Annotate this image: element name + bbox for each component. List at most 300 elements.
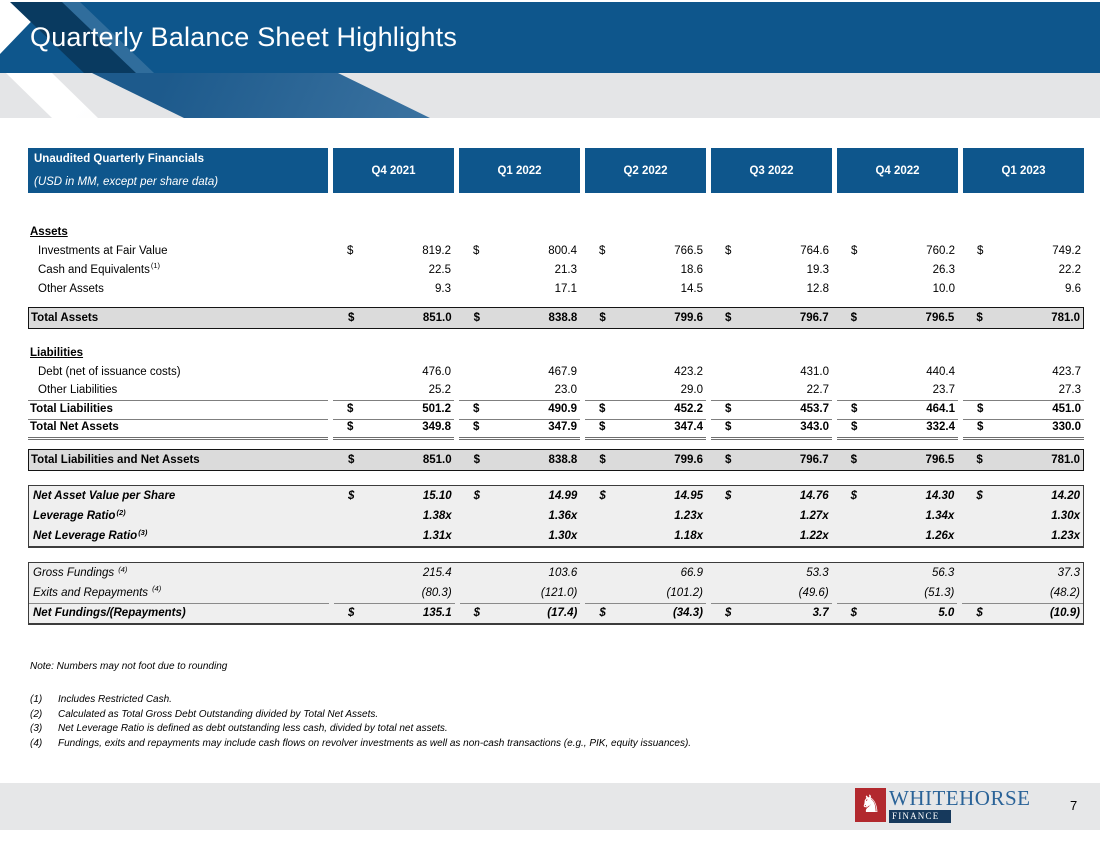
empty-cell: [333, 222, 454, 241]
value-cell: [459, 279, 580, 298]
cell-value: 851.0: [422, 454, 452, 466]
cell-value: 1.23x: [1051, 530, 1080, 542]
value-cell: [333, 400, 454, 420]
value-cell: [334, 563, 455, 583]
value-cell: [963, 418, 1084, 440]
value-cell: [711, 381, 832, 401]
value-cell: [585, 563, 706, 583]
cell-value: 14.5: [680, 282, 703, 295]
row-label: [28, 362, 328, 381]
value-cell: [334, 603, 455, 623]
title-bar: [0, 2, 1100, 73]
page-number: 7: [1070, 798, 1078, 813]
cell-value: 467.9: [548, 365, 577, 378]
value-cell: [585, 583, 706, 604]
cell-value: 431.0: [800, 365, 829, 378]
cell-value: 423.2: [674, 365, 703, 378]
dollar-sign: $: [473, 403, 480, 415]
value-cell: [837, 241, 958, 260]
row-label: [28, 241, 328, 260]
cell-value: 23.0: [554, 384, 577, 396]
whitehorse-logo: [855, 788, 1030, 823]
row-label-text: Total Liabilities and Net Assets: [31, 454, 200, 466]
table-header-row: [28, 148, 1084, 193]
value-cell: [460, 506, 581, 526]
table-row: [28, 279, 1084, 298]
value-cell: [333, 381, 454, 401]
cell-value: 1.38x: [422, 510, 452, 522]
value-cell: [459, 381, 580, 401]
value-cell: [711, 563, 832, 583]
cell-value: 9.6: [1065, 282, 1081, 295]
dollar-sign: $: [599, 312, 606, 324]
footnote-marker-sup: (4): [118, 564, 128, 574]
dollar-sign: $: [850, 490, 858, 502]
table-row: [29, 603, 1083, 623]
cell-value: 781.0: [1051, 312, 1080, 324]
footnote-marker-sup: (1): [150, 261, 161, 270]
value-cell: [459, 400, 580, 420]
cell-value: 347.9: [548, 421, 577, 433]
row-label: [29, 563, 329, 583]
dollar-sign: $: [599, 244, 606, 257]
value-cell: [962, 603, 1083, 623]
dollar-sign: $: [473, 312, 481, 324]
value-cell: [837, 308, 958, 328]
row-label-text: Other Liabilities: [38, 384, 118, 396]
cell-value: 9.3: [435, 282, 451, 295]
value-cell: [963, 279, 1084, 298]
value-cell: [837, 506, 958, 526]
dollar-sign: $: [599, 403, 606, 415]
dollar-sign: $: [976, 607, 983, 619]
value-cell: [837, 279, 958, 298]
table-row: [29, 506, 1083, 526]
cell-value: 451.0: [1052, 403, 1081, 415]
value-cell: [460, 603, 581, 623]
cell-value: 799.6: [674, 454, 703, 466]
value-cell: [962, 563, 1083, 583]
row-label: [28, 279, 328, 298]
table-row: [29, 486, 1083, 506]
value-cell: [711, 418, 832, 440]
blue-ribbon-decoration: [0, 73, 1100, 118]
value-cell: [711, 526, 832, 546]
cell-value: 838.8: [548, 454, 578, 466]
cell-value: 14.76: [799, 490, 829, 502]
cell-value: 799.6: [674, 312, 703, 324]
cell-value: 423.7: [1052, 365, 1081, 378]
cell-value: 1.34x: [925, 510, 955, 522]
value-cell: [334, 486, 455, 506]
cell-value: 501.2: [422, 403, 451, 415]
cell-value: 22.7: [806, 384, 829, 396]
cell-value: 21.3: [554, 263, 577, 276]
row-label: [28, 222, 328, 241]
column-header: Q1 2023: [963, 148, 1084, 193]
page-title: Quarterly Balance Sheet Highlights: [30, 22, 458, 52]
dollar-sign: $: [348, 312, 355, 324]
footnote: [30, 693, 691, 708]
dollar-sign: $: [724, 490, 732, 502]
value-cell: [585, 450, 706, 470]
value-cell: [837, 603, 958, 623]
footnote-marker: (4): [30, 737, 43, 749]
cell-value: 343.0: [800, 421, 829, 433]
dollar-sign: $: [976, 490, 983, 502]
footnote: [30, 737, 691, 752]
cell-value: 1.36x: [548, 510, 578, 522]
dollar-sign: $: [977, 403, 984, 415]
cell-value: (34.3): [672, 607, 703, 619]
nav-metrics-block: [28, 485, 1084, 548]
footnote-marker-sup: (2): [116, 507, 126, 517]
dollar-sign: $: [724, 454, 732, 466]
row-label-text: Cash and Equivalents: [38, 263, 150, 276]
table-row: [28, 241, 1084, 260]
row-label-text: Assets: [30, 225, 68, 238]
table-header-label: [28, 148, 328, 193]
value-cell: [837, 450, 958, 470]
value-cell: [962, 486, 1083, 506]
value-cell: [459, 362, 580, 381]
dollar-sign: $: [850, 312, 858, 324]
cell-value: 764.6: [800, 244, 829, 257]
cell-value: 349.8: [422, 421, 451, 433]
dollar-sign: $: [348, 490, 355, 502]
footnote-text: Net Leverage Ratio is defined as debt outstanding less cash, divided by total net assets.: [58, 723, 448, 734]
row-label: [28, 260, 328, 279]
column-header: Q2 2022: [585, 148, 706, 193]
value-cell: [837, 486, 958, 506]
cell-value: 1.30x: [548, 530, 578, 542]
column-header: Q4 2022: [837, 148, 958, 193]
row-label: [29, 450, 329, 470]
cell-value: 347.4: [674, 421, 703, 433]
row-label: [29, 506, 329, 526]
table-row: [28, 362, 1084, 381]
cell-value: 766.5: [674, 244, 703, 257]
empty-cell: [711, 222, 832, 241]
fundings-block: [28, 562, 1084, 625]
cell-value: 27.3: [1058, 384, 1081, 396]
value-cell: [711, 362, 832, 381]
table-row: [29, 526, 1083, 546]
cell-value: 14.95: [674, 490, 703, 502]
cell-value: 15.10: [422, 490, 452, 502]
footnote-marker-sup: (4): [152, 584, 162, 593]
value-cell: [585, 486, 706, 506]
value-cell: [585, 400, 706, 420]
value-cell: [837, 583, 958, 604]
value-cell: [962, 526, 1083, 546]
row-label-text: Other Assets: [38, 282, 104, 295]
footnote: [30, 708, 691, 723]
table-header-title: Unaudited Quarterly Financials: [34, 153, 204, 165]
cell-value: 819.2: [422, 244, 451, 257]
row-label-text: Net Asset Value per Share: [33, 490, 176, 502]
cell-value: (49.6): [798, 586, 829, 599]
cell-value: 440.4: [926, 365, 955, 378]
cell-value: 796.7: [799, 312, 829, 324]
cell-value: 1.23x: [674, 510, 703, 522]
dollar-sign: $: [473, 244, 480, 257]
empty-cell: [963, 343, 1084, 362]
value-cell: [585, 526, 706, 546]
cell-value: 1.30x: [1051, 510, 1080, 522]
table-row: [28, 449, 1084, 471]
row-label-text: Exits and Repayments: [33, 586, 149, 599]
column-header: Q1 2022: [459, 148, 580, 193]
brand-division: FINANCE: [889, 810, 951, 823]
empty-cell: [963, 222, 1084, 241]
value-cell: [837, 381, 958, 401]
value-cell: [711, 400, 832, 420]
value-cell: [585, 279, 706, 298]
value-cell: [962, 450, 1083, 470]
row-label: [28, 400, 328, 420]
value-cell: [334, 506, 455, 526]
value-cell: [460, 526, 581, 546]
footnotes: [30, 693, 691, 751]
empty-cell: [837, 222, 958, 241]
dollar-sign: $: [725, 403, 732, 415]
cell-value: 66.9: [680, 567, 703, 579]
row-label-text: Total Liabilities: [30, 403, 113, 415]
table-row: [28, 307, 1084, 329]
value-cell: [460, 583, 581, 604]
value-cell: [333, 362, 454, 381]
row-label-text: Liabilities: [30, 346, 84, 359]
dollar-sign: $: [850, 454, 858, 466]
cell-value: 17.1: [554, 282, 577, 295]
value-cell: [711, 603, 832, 623]
dollar-sign: $: [347, 421, 354, 433]
cell-value: 5.0: [938, 607, 955, 619]
cell-value: 464.1: [926, 403, 955, 415]
logo-text: [889, 788, 1030, 823]
table-row: [29, 583, 1083, 603]
cell-value: (48.2): [1049, 586, 1080, 599]
dollar-sign: $: [347, 403, 354, 415]
value-cell: [963, 241, 1084, 260]
cell-value: (10.9): [1049, 607, 1080, 619]
dollar-sign: $: [473, 454, 481, 466]
value-cell: [585, 362, 706, 381]
empty-cell: [585, 222, 706, 241]
cell-value: 1.26x: [925, 530, 955, 542]
table-row: [28, 260, 1084, 279]
cell-value: 10.0: [932, 282, 955, 295]
footnote: [30, 722, 691, 737]
empty-cell: [459, 343, 580, 362]
value-cell: [459, 418, 580, 440]
cell-value: (121.0): [540, 586, 578, 599]
cell-value: 22.2: [1058, 263, 1081, 276]
cell-value: 12.8: [806, 282, 829, 295]
dollar-sign: $: [851, 421, 858, 433]
dollar-sign: $: [473, 607, 481, 619]
brand-name: WHITEHORSE: [889, 786, 1031, 810]
dollar-sign: $: [977, 421, 984, 433]
value-cell: [333, 241, 454, 260]
row-label-text: Net Fundings/(Repayments): [33, 607, 186, 619]
table-row: [29, 563, 1083, 583]
value-cell: [837, 362, 958, 381]
cell-value: 23.7: [932, 384, 955, 396]
cell-value: 19.3: [806, 263, 829, 276]
row-label: [28, 381, 328, 401]
dollar-sign: $: [348, 607, 355, 619]
table-header-subtitle: (USD in MM, except per share data): [34, 176, 219, 188]
footnote-marker: (2): [30, 708, 43, 720]
cell-value: 332.4: [926, 421, 955, 433]
header-band: [0, 73, 1100, 118]
cell-value: 53.3: [806, 567, 829, 579]
cell-value: 781.0: [1051, 454, 1080, 466]
value-cell: [460, 563, 581, 583]
footnote-marker-sup: (3): [138, 527, 148, 537]
cell-value: 14.99: [548, 490, 578, 502]
empty-cell: [333, 343, 454, 362]
value-cell: [585, 241, 706, 260]
row-label-text: Leverage Ratio: [33, 510, 116, 522]
empty-cell: [711, 343, 832, 362]
table-row: [28, 222, 1084, 241]
value-cell: [460, 486, 581, 506]
cell-value: 37.3: [1057, 567, 1080, 579]
cell-value: 796.7: [799, 454, 829, 466]
cell-value: 26.3: [932, 263, 955, 276]
value-cell: [711, 241, 832, 260]
dollar-sign: $: [724, 607, 732, 619]
value-cell: [459, 241, 580, 260]
value-cell: [711, 260, 832, 279]
table-row: [28, 381, 1084, 400]
value-cell: [460, 308, 581, 328]
value-cell: [837, 563, 958, 583]
dollar-sign: $: [851, 403, 858, 415]
dollar-sign: $: [599, 607, 606, 619]
value-cell: [963, 362, 1084, 381]
cell-value: 838.8: [548, 312, 578, 324]
value-cell: [837, 526, 958, 546]
footnote-marker: (1): [30, 694, 43, 705]
value-cell: [334, 583, 455, 604]
value-cell: [333, 418, 454, 440]
column-header: Q4 2021: [333, 148, 454, 193]
value-cell: [333, 260, 454, 279]
cell-value: 14.20: [1051, 490, 1080, 502]
value-cell: [334, 308, 455, 328]
value-cell: [585, 308, 706, 328]
dollar-sign: $: [850, 607, 858, 619]
row-label-text: Total Assets: [31, 312, 99, 324]
cell-value: 453.7: [800, 403, 829, 415]
value-cell: [711, 308, 832, 328]
row-label-text: Net Leverage Ratio: [33, 530, 138, 542]
cell-value: 490.9: [548, 403, 577, 415]
row-label: [29, 308, 329, 328]
footnote-text: Fundings, exits and repayments may include cash flows on revolver investments as well as non-cash transactions (e.g., PIK, equity issuances).: [58, 737, 692, 749]
cell-value: 18.6: [680, 263, 703, 276]
dollar-sign: $: [976, 454, 983, 466]
value-cell: [711, 450, 832, 470]
row-label-text: Total Net Assets: [30, 421, 119, 433]
spacer-row: [28, 438, 1084, 449]
value-cell: [334, 526, 455, 546]
cell-value: 215.4: [422, 567, 452, 579]
cell-value: 760.2: [926, 244, 955, 257]
value-cell: [585, 381, 706, 401]
cell-value: 1.22x: [799, 530, 829, 542]
value-cell: [585, 603, 706, 623]
value-cell: [711, 486, 832, 506]
cell-value: (101.2): [666, 586, 703, 599]
row-label-text: Gross Fundings: [33, 567, 115, 579]
row-label: [28, 418, 328, 440]
cell-value: 29.0: [680, 384, 703, 396]
dollar-sign: $: [599, 454, 606, 466]
dollar-sign: $: [347, 244, 354, 257]
row-label-text: Investments at Fair Value: [38, 244, 168, 257]
column-header: Q3 2022: [711, 148, 832, 193]
spacer-row: [28, 329, 1084, 343]
cell-value: 1.31x: [422, 530, 452, 542]
dollar-sign: $: [977, 244, 984, 257]
dollar-sign: $: [473, 421, 480, 433]
empty-cell: [459, 222, 580, 241]
cell-value: 476.0: [422, 365, 451, 378]
value-cell: [585, 260, 706, 279]
cell-value: 1.18x: [674, 530, 703, 542]
cell-value: (17.4): [547, 607, 578, 619]
dollar-sign: $: [473, 490, 481, 502]
table-row: [28, 419, 1084, 438]
row-label-text: Debt (net of issuance costs): [38, 365, 181, 378]
footnote-text: Includes Restricted Cash.: [58, 694, 172, 705]
dollar-sign: $: [724, 312, 732, 324]
spacer-row: [28, 298, 1084, 307]
cell-value: 56.3: [931, 567, 955, 579]
dollar-sign: $: [725, 421, 732, 433]
footnote-text: Calculated as Total Gross Debt Outstanding divided by Total Net Assets.: [58, 708, 379, 720]
cell-value: (51.3): [924, 586, 955, 599]
value-cell: [585, 418, 706, 440]
row-label: [29, 526, 329, 546]
row-label: [29, 486, 329, 506]
cell-value: 800.4: [548, 244, 577, 257]
empty-cell: [837, 343, 958, 362]
value-cell: [963, 381, 1084, 401]
value-cell: [962, 308, 1083, 328]
cell-value: 103.6: [548, 567, 578, 579]
value-cell: [460, 450, 581, 470]
quarterly-financials-table: [28, 148, 1084, 625]
dollar-sign: $: [725, 244, 732, 257]
cell-value: 796.5: [925, 454, 955, 466]
footnote-marker: (3): [30, 723, 43, 734]
cell-value: 25.2: [428, 384, 451, 396]
value-cell: [711, 506, 832, 526]
cell-value: 851.0: [422, 312, 452, 324]
table-row: [28, 343, 1084, 362]
table-body: [28, 222, 1084, 471]
value-cell: [711, 583, 832, 604]
cell-value: 330.0: [1052, 421, 1081, 433]
value-cell: [711, 279, 832, 298]
row-label: [29, 603, 329, 623]
